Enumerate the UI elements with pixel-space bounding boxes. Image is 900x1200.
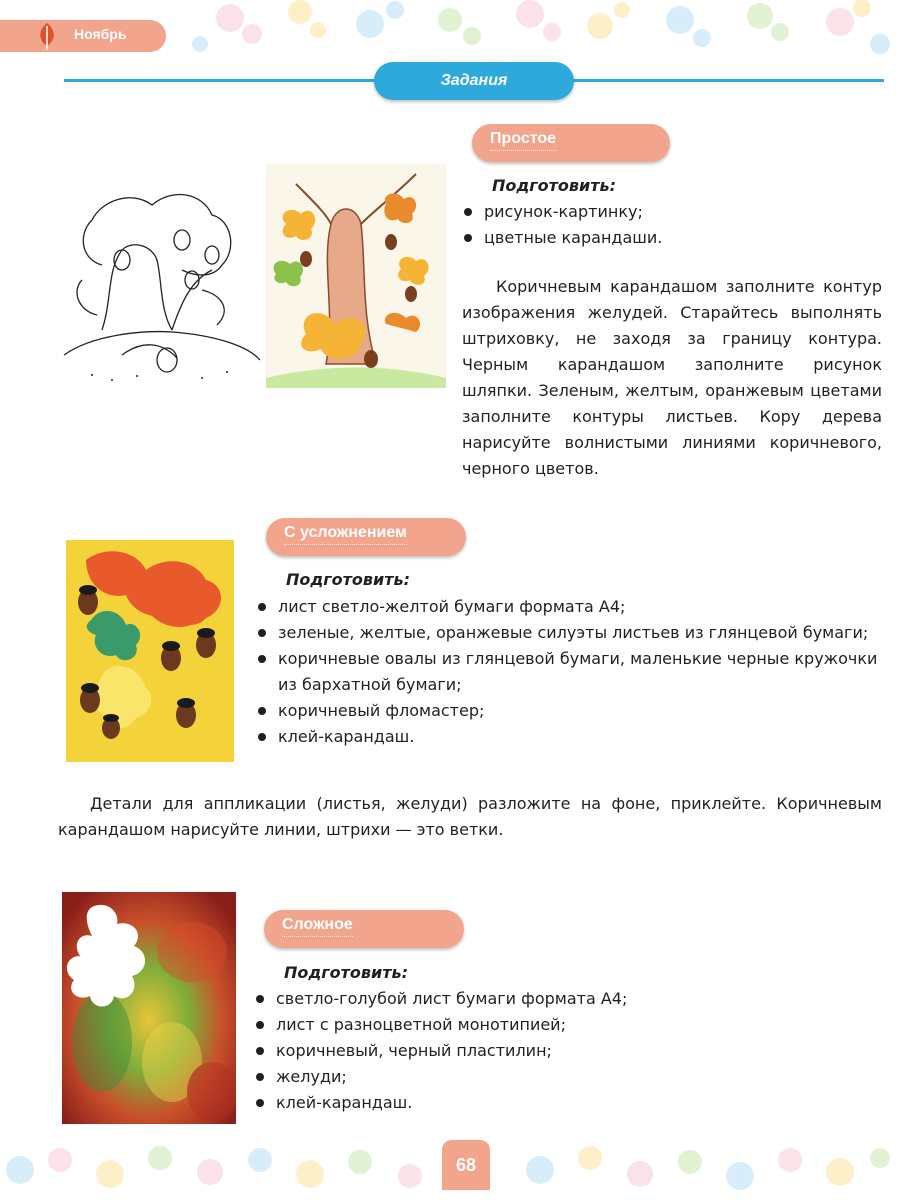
prepare-title: Подготовить: [286,570,411,589]
level-badge-simple [472,124,670,162]
level-label: Простое [490,130,556,151]
instructions-simple: Коричневым карандашом заполните контур изображения желудей. Старайтесь выполнять штриховку, не заходя за границу контура. Черным карандашом заполните рисунок шляпки. Зеленым, желтым, оранжевым цветами заполните контуры листьев. Кору дерева нарисуйте волнистыми линиями коричневого, черного цветов. [462,277,882,478]
page-number: 68 [442,1140,490,1190]
list-item: клей-карандаш. [256,724,884,750]
level-label: С усложнением [284,524,407,545]
month-label: Ноябрь [74,26,127,42]
list-item: лист светло-желтой бумаги формата А4; [256,594,884,620]
section-title: Задания [374,62,574,100]
tree-colored-illustration [266,164,446,388]
list-item: коричневый, черный пластилин; [254,1038,874,1064]
level-label: Сложное [282,916,353,937]
month-tab [0,20,166,52]
list-item: лист с разноцветной монотипией; [254,1012,874,1038]
level-badge-hard [264,910,464,948]
prepare-title: Подготовить: [492,176,617,195]
level-badge-complex [266,518,466,556]
list-item: клей-карандаш. [254,1090,874,1116]
leaf-icon [34,22,60,50]
list-item: коричневые овалы из глянцевой бумаги, маленькие черные кружочки из бархатной бумаги; [256,646,884,698]
prepare-list-hard [254,986,874,1116]
applique-illustration [66,540,234,762]
list-item: цветные карандаши. [462,225,882,251]
prepare-title: Подготовить: [284,963,409,982]
instructions-complex: Детали для аппликации (листья, желуди) разложите на фоне, приклейте. Коричневым карандашом нарисуйте линии, штрихи — это ветки. [58,794,882,839]
prepare-list-complex [256,594,884,750]
list-item: желуди; [254,1064,874,1090]
prepare-list-simple [462,199,882,251]
monotype-illustration [62,892,236,1124]
list-item: зеленые, желтые, оранжевые силуэты листьев из глянцевой бумаги; [256,620,884,646]
tree-outline-illustration [62,180,262,390]
list-item: коричневый фломастер; [256,698,884,724]
list-item: светло-голубой лист бумаги формата А4; [254,986,874,1012]
list-item: рисунок-картинку; [462,199,882,225]
